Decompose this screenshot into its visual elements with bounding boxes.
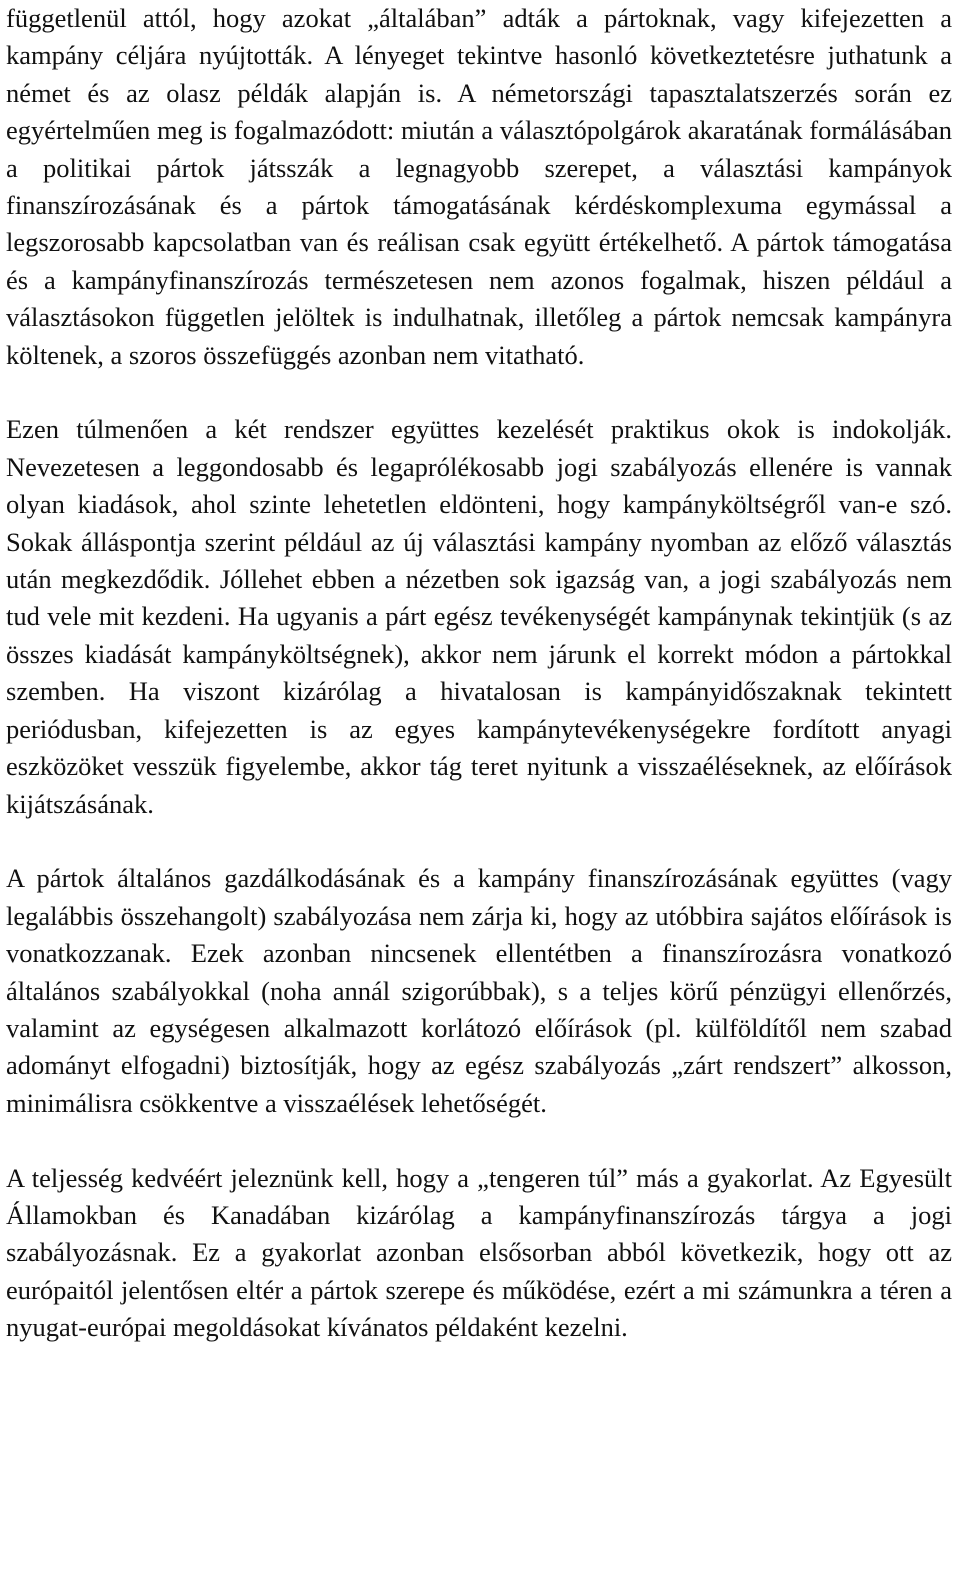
document-page bbox=[6, 0, 952, 1347]
paragraph-3: A pártok általános gazdálkodásának és a kampány finanszírozásának együttes (vagy legalábbis összehangolt) szabályozása nem zárja ki, hogy az utóbbira sajátos előírások is vonatkozzanak. Ezek azonban nincsenek ellentétben a finanszírozásra vonatkozó általános szabályokkal (noha annál szigorúbbak), s a teljes körű pénzügyi ellenőrzés, valamint az egységesen alkalmazott korlátozó előírások (pl. külföldítől nem szabad adományt elfogadni) biztosítják, hogy az egész szabályozás „zárt rendszert” alkosson, minimálisra csökkentve a visszaélések lehetőségét. bbox=[6, 863, 952, 1118]
paragraph-4: A teljesség kedvéért jeleznünk kell, hogy a „tengeren túl” más a gyakorlat. Az Egyesült Államokban és Kanadában kizárólag a kampányfinanszírozás tárgya a jogi szabályozásnak. Ez a gyakorlat azonban elsősorban abból következik, hogy ott az európaitól jelentősen eltér a pártok szerepe és működése, ezért a mi számunkra a téren a nyugat-európai megoldásokat kívánatos példaként kezelni. bbox=[6, 1162, 952, 1343]
paragraph-1: függetlenül attól, hogy azokat „általában” adták a pártoknak, vagy kifejezetten a kampány céljára nyújtották. A lényeget tekintve hasonló következtetésre juthatunk a német és az olasz példák alapján is. A németországi tapasztalatszerzés során ez egyértelműen meg is fogalmazódott: miután a választópolgárok akaratának formálásában a politikai pártok játsszák a legnagyobb szerepet, a választási kampányok finanszírozásának és a pártok támogatásának kérdéskomplexuma egymással a legszorosabb kapcsolatban van és reálisan csak együtt értékelhető. A pártok támogatása és a kampányfinanszírozás természetesen nem azonos fogalmak, hiszen például a választásokon független jelöltek is indulhatnak, illetőleg a pártok nemcsak kampányra költenek, a szoros összefüggés azonban nem vitatható. bbox=[6, 3, 952, 370]
paragraph-2: Ezen túlmenően a két rendszer együttes kezelését praktikus okok is indokolják. Nevezetesen a leggondosabb és legaprólékosabb jogi szabályozás ellenére is vannak olyan kiadások, ahol szinte lehetetlen eldönteni, hogy kampányköltségről van-e szó. Sokak álláspontja szerint például az új választási kampány nyomban az előző választás után megkezdődik. Jóllehet ebben a nézetben sok igazság van, a jogi szabályozás nem tud vele mit kezdeni. Ha ugyanis a párt egész tevékenységét kampánynak tekintjük (s az összes kiadását kampányköltségnek), akkor nem járunk el korrekt módon a pártokkal szemben. Ha viszont kizárólag a hivatalosan is kampányidőszaknak tekintett periódusban, kifejezetten is az egyes kampánytevékenységekre fordított anyagi eszközöket vesszük figyelembe, akkor tág teret nyitunk a visszaéléseknek, az előírások kijátszásának. bbox=[6, 414, 952, 819]
